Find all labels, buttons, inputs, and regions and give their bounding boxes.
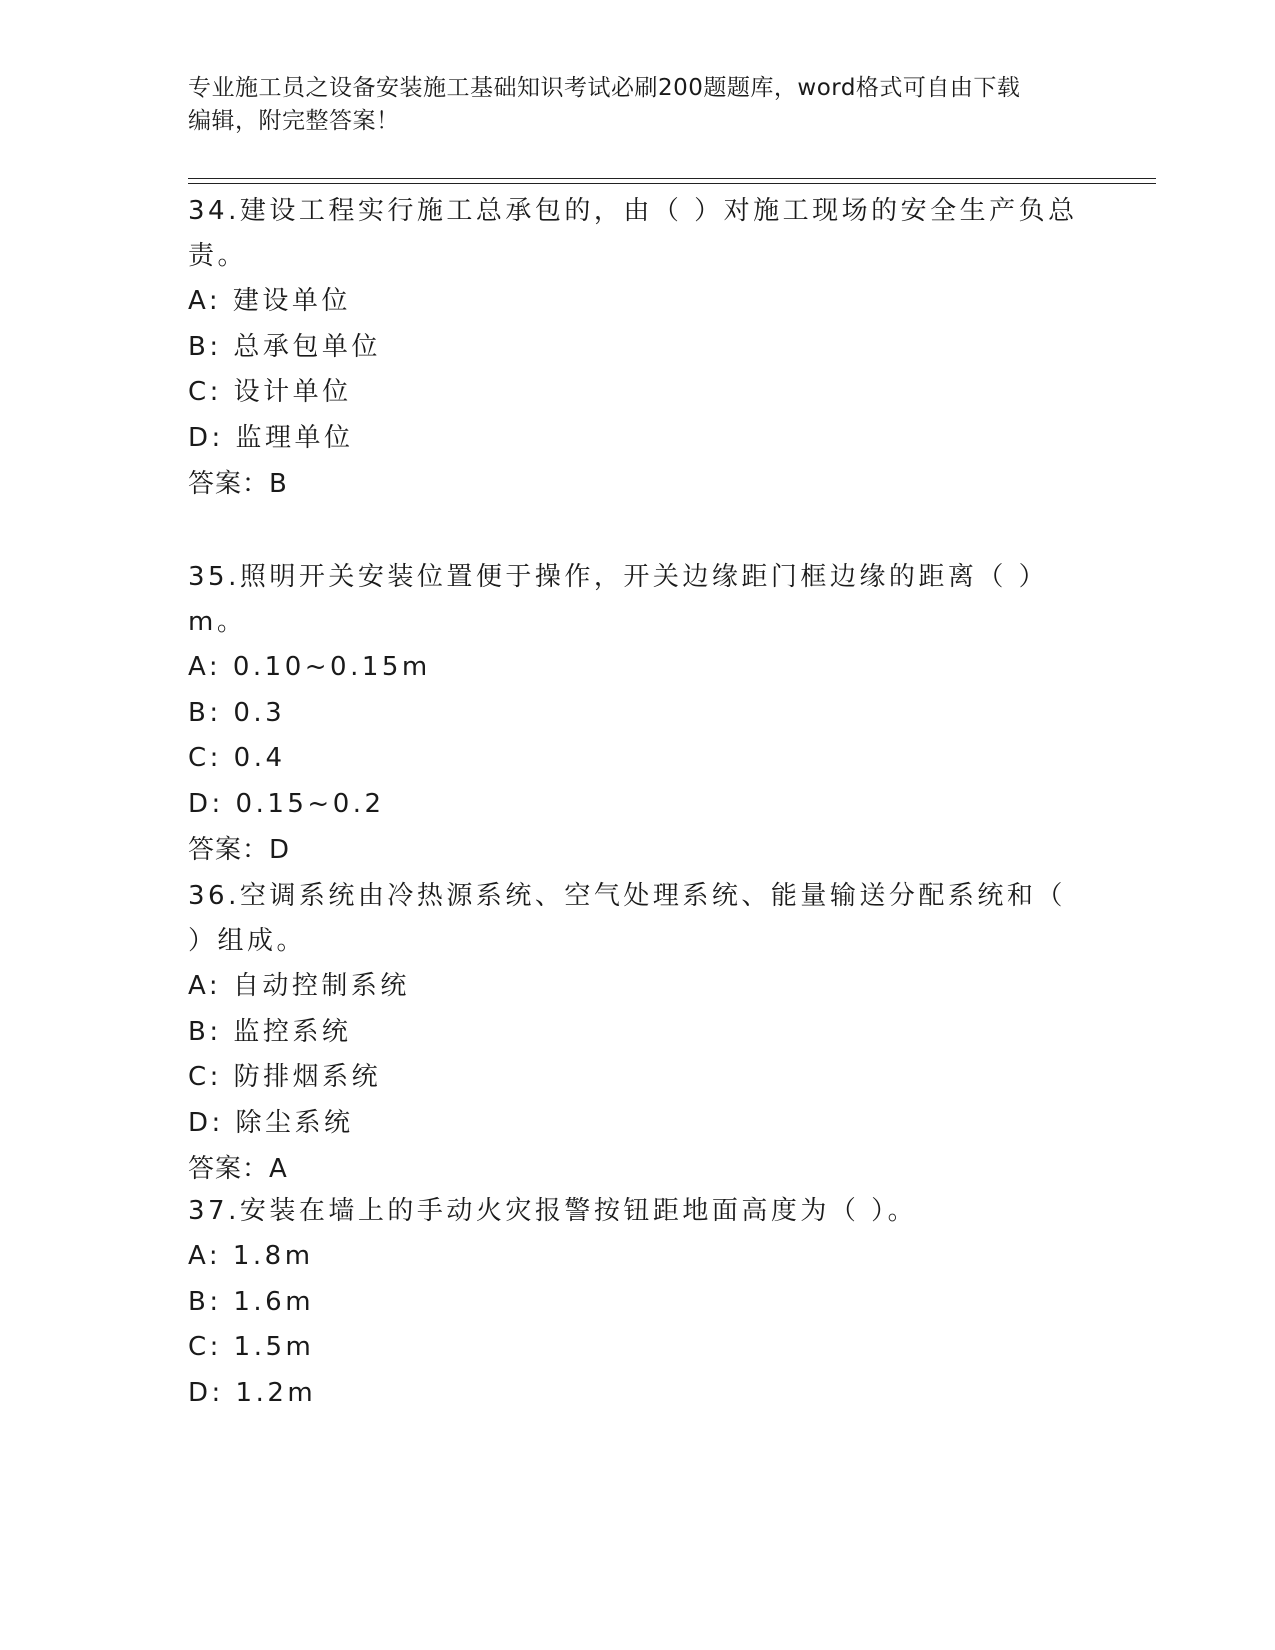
option-c: C: 0.4 — [188, 743, 286, 773]
header-divider-top — [188, 178, 1156, 179]
answer: 答案：B — [188, 469, 288, 499]
option-a: A: 自动控制系统 — [188, 971, 410, 1001]
option-b: B: 1.6m — [188, 1286, 315, 1317]
option-b: B: 总承包单位 — [188, 331, 381, 362]
question-stem: 36.空调系统由冷热源系统、空气处理系统、能量输送分配系统和（ — [188, 881, 1066, 911]
header-divider-bottom — [188, 183, 1156, 184]
question-34 — [188, 189, 1078, 507]
question-36 — [188, 874, 1078, 1192]
option-c: C: 设计单位 — [188, 377, 352, 407]
option-d: D: 除尘系统 — [188, 1107, 354, 1138]
option-b: B: 0.3 — [188, 697, 286, 728]
option-c: C: 1.5m — [188, 1332, 315, 1362]
question-stem: 35.照明开关安装位置便于操作，开关边缘距门框边缘的距离（ ）m。 — [188, 562, 1049, 637]
title-line-2: 编辑，附完整答案！ — [188, 108, 400, 134]
answer: 答案：D — [188, 835, 291, 865]
answer: 答案：A — [188, 1154, 288, 1184]
option-d: D: 1.2m — [188, 1377, 317, 1408]
question-37 — [188, 1189, 1078, 1416]
option-a: A: 1.8m — [188, 1241, 314, 1271]
question-35 — [188, 555, 1078, 873]
option-a: A: 0.10~0.15m — [188, 652, 431, 682]
option-c: C: 防排烟系统 — [188, 1062, 382, 1092]
question-stem: 37.安装在墙上的手动火灾报警按钮距地面高度为（ ）。 — [188, 1196, 918, 1226]
option-d: D: 监理单位 — [188, 422, 354, 453]
document-title — [188, 72, 1088, 138]
title-line-1: 专业施工员之设备安装施工基础知识考试必刷200题题库，word格式可自由下载 — [188, 75, 1021, 101]
question-stem-cont: 责。 — [188, 241, 248, 271]
question-stem-cont: ）组成。 — [188, 926, 307, 956]
question-stem: 34.建设工程实行施工总承包的，由（ ）对施工现场的安全生产负总 — [188, 196, 1078, 226]
option-b: B: 监控系统 — [188, 1016, 352, 1047]
option-d: D: 0.15~0.2 — [188, 788, 385, 819]
option-a: A: 建设单位 — [188, 286, 351, 316]
